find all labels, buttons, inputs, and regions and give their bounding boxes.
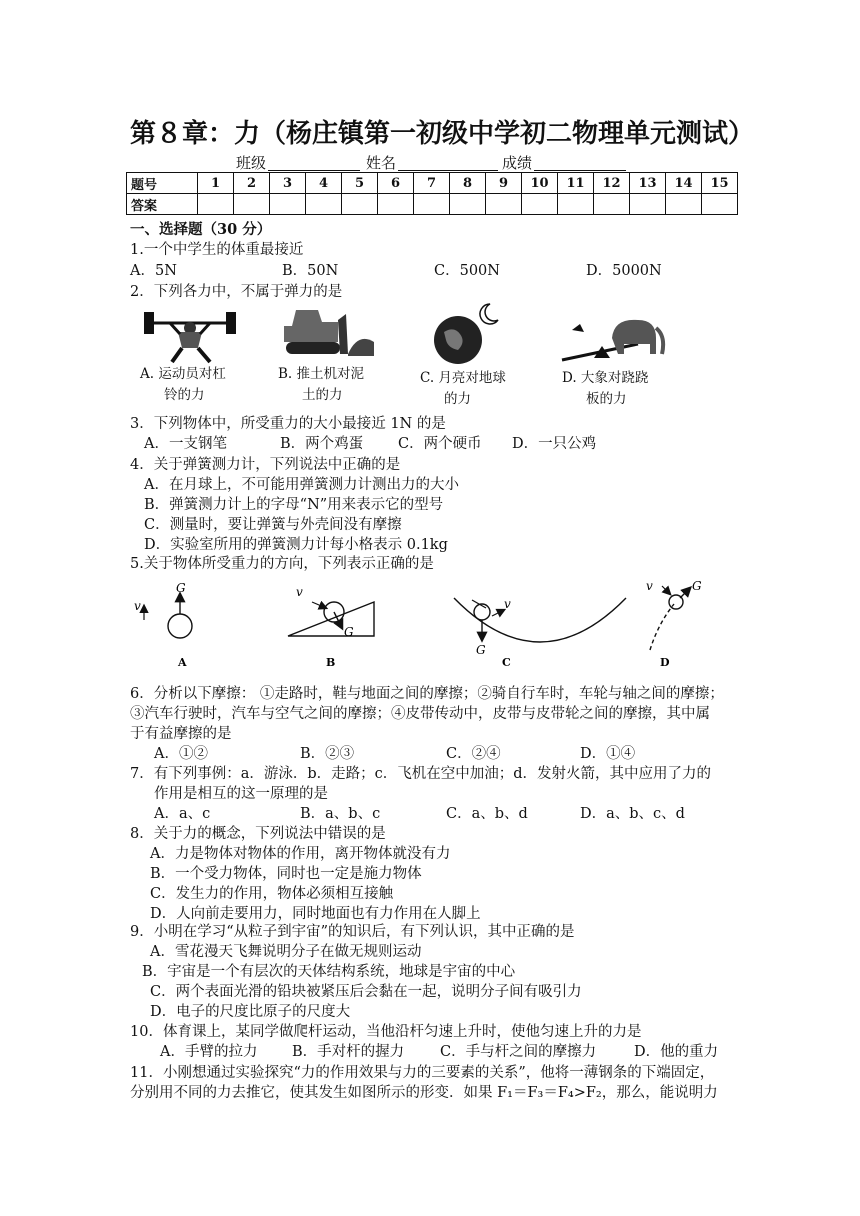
q2-stem: 2．下列各力中，不属于弹力的是 — [130, 284, 343, 300]
option-c-figure — [454, 597, 626, 669]
figure-label: C — [502, 656, 511, 669]
velocity-label: v — [646, 579, 653, 593]
gravity-label: G — [176, 581, 186, 595]
q9-option-a: A．雪花漫天飞舞说明分子在做无规则运动 — [150, 944, 422, 960]
q4-stem: 4．关于弹簧测力计，下列说法中正确的是 — [130, 457, 401, 473]
section-heading: 一、选择题（30 分） — [130, 221, 272, 238]
q4-option-a: A．在月球上，不可能用弹簧测力计测出力的大小 — [144, 477, 459, 493]
q9-stem: 9．小明在学习“从粒子到宇宙”的知识后，有下列认识，其中正确的是 — [130, 924, 575, 940]
answer-cell[interactable] — [198, 194, 234, 215]
q7-line1: 7．有下列事例：a．游泳．b．走路；c．飞机在空中加油；d．发射火箭，其中应用了力的 — [130, 766, 712, 782]
page-title: 第８章：力（杨庄镇第一初级中学初二物理单元测试） — [130, 119, 755, 149]
q8-option-a: A．力是物体对物体的作用，离开物体就没有力 — [150, 846, 451, 862]
velocity-label: v — [504, 597, 511, 611]
q2-option-d-line2: 板的力 — [586, 391, 627, 407]
q2-option-a-line1: A. 运动员对杠 — [140, 366, 226, 382]
figure-label: D — [660, 656, 670, 669]
answer-cell[interactable] — [558, 194, 594, 215]
q9-option-d: D．电子的尺度比原子的尺度大 — [150, 1004, 351, 1020]
table-cell: 2 — [234, 173, 270, 194]
name-label: 姓名 — [366, 154, 397, 172]
q6-option-b: B．②③ — [300, 746, 355, 762]
q3-option-a: A．一支钢笔 — [144, 436, 227, 452]
answer-cell[interactable] — [702, 194, 738, 215]
option-a-figure — [134, 581, 192, 669]
score-blank[interactable] — [534, 152, 626, 171]
elephant-seesaw-icon — [558, 310, 668, 366]
table-cell: 12 — [594, 173, 630, 194]
q8-option-d: D．人向前走要用力，同时地面也有力作用在人脚上 — [150, 906, 481, 922]
name-blank[interactable] — [398, 152, 498, 171]
table-cell: 6 — [378, 173, 414, 194]
q8-option-b: B．一个受力物体，同时也一定是施力物体 — [150, 866, 422, 882]
q1-option-c: C．500N — [434, 263, 500, 279]
q5-stem: 5.关于物体所受重力的方向，下列表示正确的是 — [130, 556, 434, 572]
table-cell: 9 — [486, 173, 522, 194]
q2-option-d-line1: D. 大象对跷跷 — [562, 370, 649, 386]
answer-cell[interactable] — [450, 194, 486, 215]
gravity-label: G — [692, 579, 702, 593]
row-label: 题号 — [127, 173, 198, 194]
q9-option-b: B．宇宙是一个有层次的天体结构系统，地球是宇宙的中心 — [142, 964, 516, 980]
table-cell: 10 — [522, 173, 558, 194]
q7-option-b: B．a、b、c — [300, 806, 381, 822]
q9-option-c: C．两个表面光滑的铅块被紧压后会黏在一起，说明分子间有吸引力 — [150, 984, 582, 1000]
table-cell: 8 — [450, 173, 486, 194]
class-label: 班级 — [236, 154, 267, 172]
q7-line2: 作用是相互的这一原理的是 — [154, 786, 328, 802]
answer-cell[interactable] — [666, 194, 702, 215]
answer-table — [126, 172, 738, 215]
answer-cell[interactable] — [378, 194, 414, 215]
velocity-label: v — [134, 599, 141, 613]
velocity-label: v — [296, 585, 303, 599]
q10-stem: 10．体育课上，某同学做爬杆运动，当他沿杆匀速上升时，使他匀速上升的力是 — [130, 1024, 642, 1040]
answer-cell[interactable] — [594, 194, 630, 215]
table-cell: 14 — [666, 173, 702, 194]
table-cell: 7 — [414, 173, 450, 194]
figure-label: B — [326, 656, 336, 669]
q1-option-d: D．5000N — [586, 263, 662, 279]
answer-cell[interactable] — [522, 194, 558, 215]
q6-line1: 6．分析以下摩擦： ①走路时，鞋与地面之间的摩擦；②骑自行车时，车轮与轴之间的摩擦； — [130, 686, 724, 702]
answer-cell[interactable] — [270, 194, 306, 215]
gravity-direction-diagram — [130, 576, 730, 672]
answer-cell[interactable] — [630, 194, 666, 215]
q2-option-b-line1: B. 推土机对泥 — [278, 366, 365, 382]
weightlifter-icon — [140, 302, 240, 364]
q10-option-b: B．手对杆的握力 — [292, 1044, 405, 1060]
gravity-label: G — [344, 625, 354, 639]
table-cell: 4 — [306, 173, 342, 194]
answer-row — [127, 194, 738, 215]
q6-line3: 于有益摩擦的是 — [130, 726, 232, 742]
figure-label: A — [178, 656, 187, 669]
q1-option-b: B．50N — [282, 263, 339, 279]
answer-cell[interactable] — [486, 194, 522, 215]
table-cell: 5 — [342, 173, 378, 194]
q10-option-c: C．手与杆之间的摩擦力 — [440, 1044, 597, 1060]
score-label: 成绩 — [502, 154, 533, 172]
answer-cell[interactable] — [306, 194, 342, 215]
table-cell: 3 — [270, 173, 306, 194]
bulldozer-icon — [278, 302, 378, 364]
q7-option-d: D．a、b、c、d — [580, 806, 685, 822]
q6-option-a: A．①② — [154, 746, 208, 762]
q6-option-c: C．②④ — [446, 746, 501, 762]
table-cell: 15 — [702, 173, 738, 194]
q2-option-c-line1: C. 月亮对地球 — [420, 370, 506, 386]
q3-option-d: D．一只公鸡 — [512, 436, 597, 452]
q2-option-b-line2: 土的力 — [302, 387, 343, 403]
q3-option-b: B．两个鸡蛋 — [280, 436, 364, 452]
q1-stem: 1.一个中学生的体重最接近 — [130, 242, 304, 258]
earth-moon-icon — [418, 298, 518, 368]
q8-stem: 8．关于力的概念，下列说法中错误的是 — [130, 826, 386, 842]
answer-cell[interactable] — [234, 194, 270, 215]
q4-option-c: C．测量时，要让弹簧与外壳间没有摩擦 — [144, 517, 402, 533]
gravity-label: G — [476, 643, 486, 657]
option-b-figure — [288, 585, 374, 669]
q11-line2: 分别用不同的力去推它，使其发生如图所示的形变．如果 F₁＝F₃＝F₄>F₂，那么，能说明力 — [130, 1085, 718, 1101]
table-cell: 11 — [558, 173, 594, 194]
table-cell: 13 — [630, 173, 666, 194]
class-blank[interactable] — [268, 152, 360, 171]
q3-stem: 3．下列物体中，所受重力的大小最接近 1N 的是 — [130, 416, 446, 432]
q6-line2: ③汽车行驶时，汽车与空气之间的摩擦；④皮带传动中，皮带与皮带轮之间的摩擦，其中属 — [130, 706, 710, 722]
q2-option-a-line2: 铃的力 — [164, 387, 205, 403]
row-label: 答案 — [127, 194, 198, 215]
q11-line1: 11．小刚想通过实验探究“力的作用效果与力的三要素的关系”，他将一薄钢条的下端固定， — [130, 1065, 715, 1081]
q4-option-b: B．弹簧测力计上的字母“N”用来表示它的型号 — [144, 497, 444, 513]
q8-option-c: C．发生力的作用，物体必须相互接触 — [150, 886, 394, 902]
q4-option-d: D．实验室所用的弹簧测力计每小格表示 0.1kg — [144, 537, 448, 553]
q10-option-a: A．手臂的拉力 — [160, 1044, 258, 1060]
q7-option-a: A．a、c — [154, 806, 211, 822]
answer-cell[interactable] — [414, 194, 450, 215]
table-cell: 1 — [198, 173, 234, 194]
q7-option-c: C．a、b、d — [446, 806, 528, 822]
option-d-figure — [646, 579, 702, 669]
q2-option-c-line2: 的力 — [444, 391, 471, 407]
answer-cell[interactable] — [342, 194, 378, 215]
question-number-row — [127, 173, 738, 194]
q6-option-d: D．①④ — [580, 746, 636, 762]
q10-option-d: D．他的重力 — [634, 1044, 719, 1060]
q3-option-c: C．两个硬币 — [398, 436, 482, 452]
q1-option-a: A．5N — [130, 263, 177, 279]
